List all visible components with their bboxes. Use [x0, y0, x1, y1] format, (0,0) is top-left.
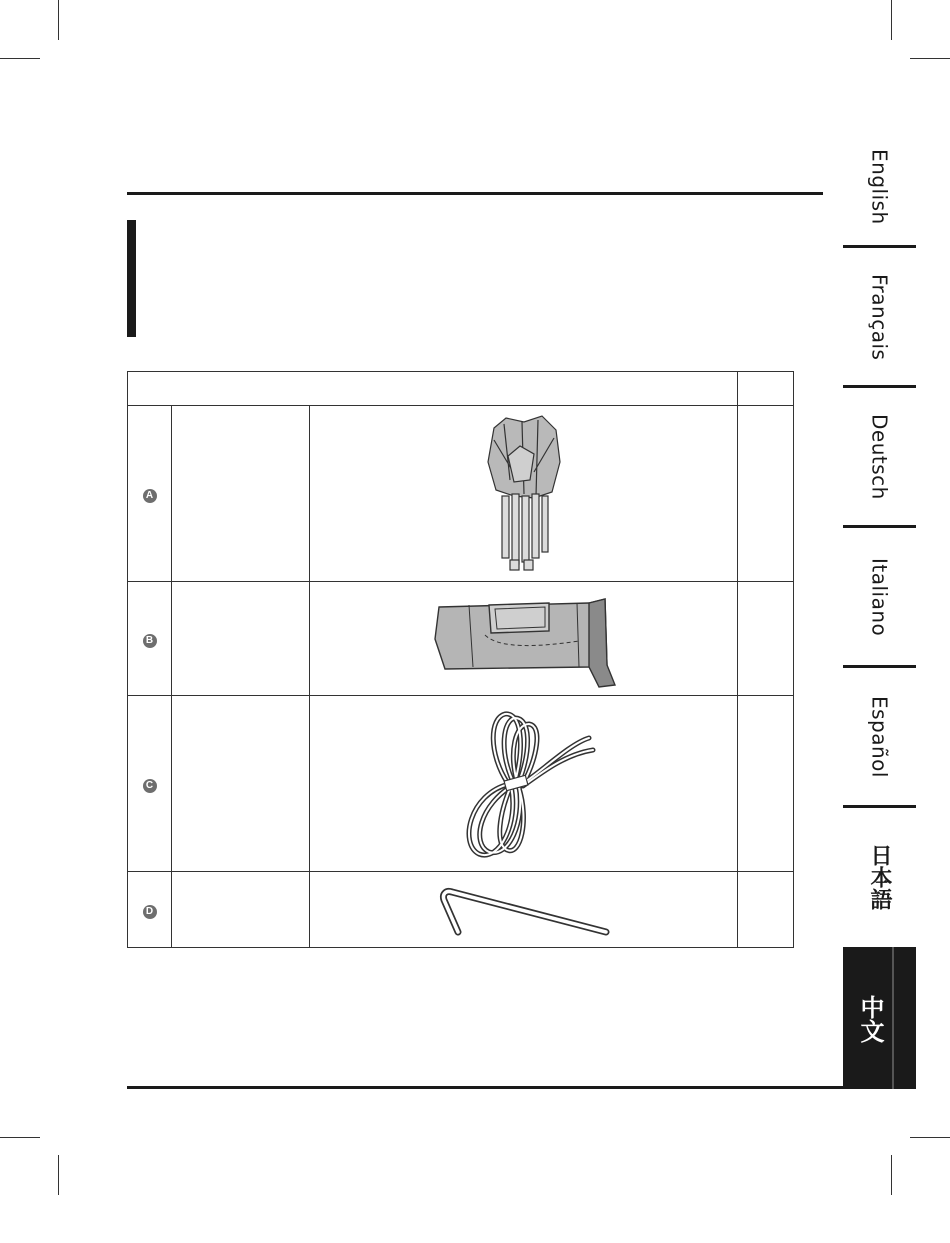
tab-divider [843, 525, 916, 528]
table-row [128, 872, 794, 948]
part-letter-badge: B [143, 634, 157, 648]
crop-mark [910, 1137, 950, 1138]
part-image-cell [310, 582, 738, 696]
table-row [128, 696, 794, 872]
tab-english[interactable] [843, 132, 916, 242]
tab-italiano-label: Italiano [867, 557, 892, 637]
part-image-cell [310, 406, 738, 582]
part-qty [737, 582, 793, 696]
part-qty [737, 872, 793, 948]
row-letter-cell [128, 696, 172, 872]
tab-espanol[interactable] [843, 672, 916, 802]
crop-mark [891, 0, 892, 40]
tab-chinese-label: 中文 [856, 995, 884, 1043]
rope-coil-icon [449, 704, 599, 864]
tab-francais-label: Français [867, 273, 892, 361]
crop-mark [58, 0, 59, 40]
tab-chinese-active[interactable] [843, 947, 916, 1089]
tab-japanese[interactable] [843, 812, 916, 942]
tab-japanese-label: 日本語 [867, 844, 892, 910]
part-image-cell [310, 872, 738, 948]
part-image-cell [310, 696, 738, 872]
tab-edge-stripe [892, 947, 894, 1089]
tab-deutsch-label: Deutsch [867, 414, 892, 500]
crop-mark [0, 1137, 40, 1138]
tab-deutsch[interactable] [843, 392, 916, 522]
parts-table [127, 371, 794, 948]
row-letter-cell [128, 582, 172, 696]
part-name [172, 582, 310, 696]
table-header-row [128, 372, 794, 406]
carry-bag-icon [429, 589, 619, 689]
tab-divider [843, 665, 916, 668]
crop-mark [891, 1155, 892, 1195]
part-name [172, 406, 310, 582]
part-name [172, 696, 310, 872]
part-letter-badge: D [143, 905, 157, 919]
row-letter-cell [128, 406, 172, 582]
tab-divider [843, 245, 916, 248]
bottom-rule [127, 1086, 843, 1089]
part-qty [737, 696, 793, 872]
table-row [128, 582, 794, 696]
table-row [128, 406, 794, 582]
tab-divider [843, 385, 916, 388]
row-letter-cell [128, 872, 172, 948]
part-letter-badge: C [143, 779, 157, 793]
header-description [128, 372, 738, 406]
crop-mark [58, 1155, 59, 1195]
section-heading-bar [127, 220, 136, 337]
crop-mark [910, 58, 950, 59]
tab-english-label: English [867, 149, 892, 225]
part-qty [737, 406, 793, 582]
ground-stake-icon [434, 880, 614, 940]
part-name [172, 872, 310, 948]
folded-frame-canopy-icon [464, 410, 584, 578]
tab-francais[interactable] [843, 252, 916, 382]
tab-espanol-label: Español [867, 696, 892, 778]
part-letter-badge: A [143, 489, 157, 503]
crop-mark [0, 58, 40, 59]
header-quantity [737, 372, 793, 406]
top-rule [127, 192, 823, 195]
tab-divider [843, 805, 916, 808]
tab-italiano[interactable] [843, 532, 916, 662]
